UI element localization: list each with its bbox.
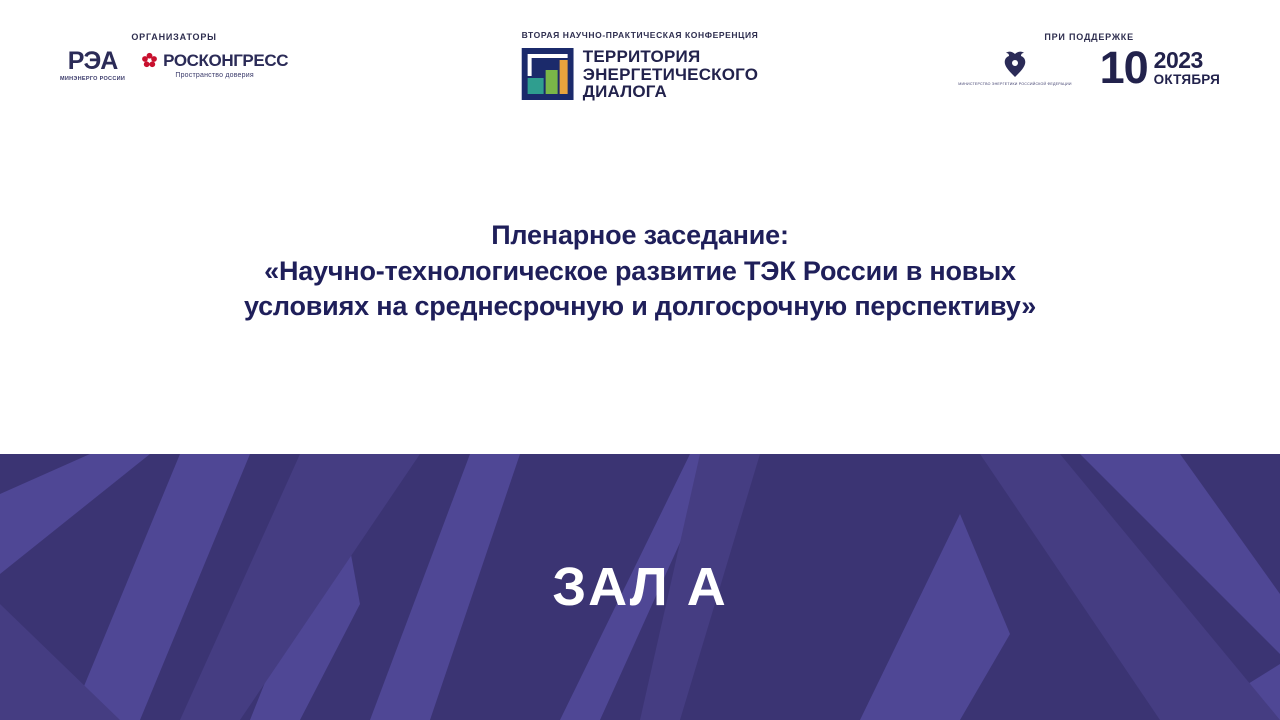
double-headed-eagle-icon <box>1002 50 1028 80</box>
minenergo-subtitle: МИНИСТЕРСТВО ЭНЕРГЕТИКИ РОССИЙСКОЙ ФЕДЕРАЦИИ <box>958 81 1072 86</box>
roscongress-wordmark: РОСКОНГРЕСС <box>163 51 289 70</box>
session-title-line-1: Пленарное заседание: <box>491 220 789 250</box>
conference-title-line-2: ЭНЕРГЕТИЧЕСКОГО <box>582 64 759 84</box>
event-date <box>1099 42 1220 93</box>
conference-emblem-icon <box>522 48 574 100</box>
conference-title-line-3: ДИАЛОГА <box>582 82 667 101</box>
hall-banner <box>0 454 1280 720</box>
event-date-month: ОКТЯБРЯ <box>1153 72 1220 88</box>
event-date-day: 10 <box>1099 42 1148 93</box>
conference-logo-group <box>522 30 759 101</box>
minenergo-logo <box>958 50 1071 87</box>
conference-caption: ВТОРАЯ НАУЧНО-ПРАКТИЧЕСКАЯ КОНФЕРЕНЦИЯ <box>521 30 759 40</box>
organizers-caption: ОРГАНИЗАТОРЫ <box>131 32 217 42</box>
roscongress-subtitle: Пространство доверия <box>175 72 254 79</box>
hall-name: ЗАЛ А <box>552 557 728 617</box>
roscongress-logo <box>141 52 288 79</box>
conference-wordmark <box>583 48 758 101</box>
organizers-group <box>60 32 288 82</box>
rea-logo-subtitle: МИНЭНЕРГО РОССИИ <box>60 76 126 82</box>
rea-logo-wordmark: РЭА <box>67 47 118 75</box>
support-group <box>958 32 1220 93</box>
session-title-line-3: условиях на среднесрочную и долгосрочную перспективу» <box>243 291 1037 322</box>
event-date-year: 2023 <box>1153 47 1203 74</box>
conference-title-line-1: ТЕРРИТОРИЯ <box>582 47 701 66</box>
session-title <box>0 218 1280 325</box>
rea-logo <box>60 49 125 82</box>
roscongress-flower-icon <box>141 52 158 69</box>
support-caption: ПРИ ПОДДЕРЖКЕ <box>1044 32 1134 42</box>
logo-bar <box>0 0 1280 130</box>
session-title-line-2: «Научно-технологическое развитие ТЭК России в новых <box>264 255 1016 286</box>
